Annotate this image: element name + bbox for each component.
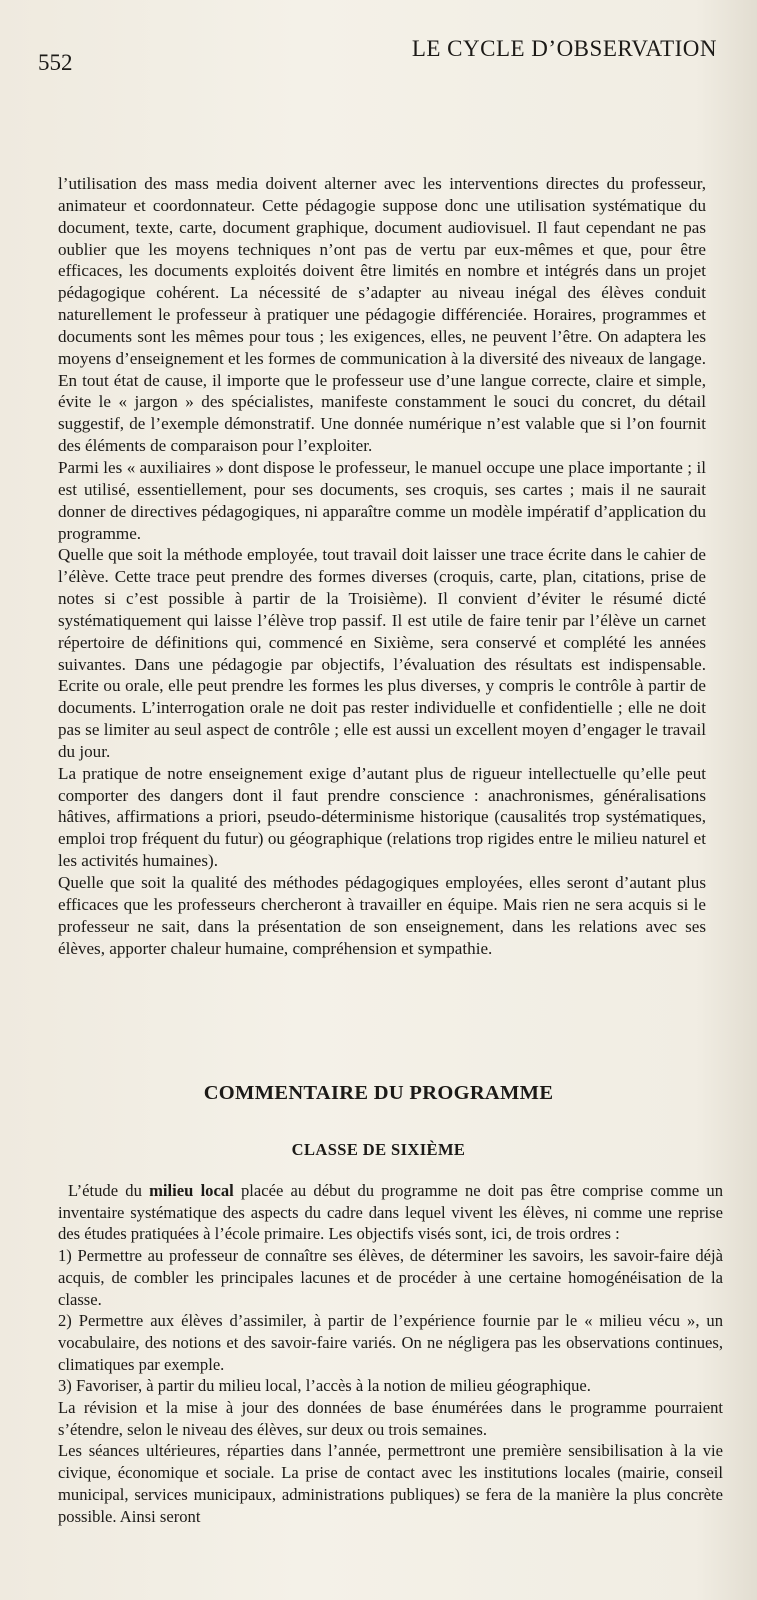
intro-text-before: L’étude du bbox=[68, 1181, 142, 1200]
page-number: 552 bbox=[38, 50, 73, 75]
subsection-heading: CLASSE DE SIXIÈME bbox=[291, 1140, 466, 1159]
paragraph-later-sessions: Les séances ultérieures, réparties dans l’année, permettront une première sensibilisation à la vie civique, économique et sociale. La prise de contact avec les institutions locales (mairie, conseil municipal, services municipaux, administrations publiques) se fera de la manière la plus concrète possible. Ainsi seront bbox=[58, 1441, 723, 1526]
commentary-text bbox=[58, 1180, 723, 1527]
body-text bbox=[58, 173, 706, 959]
paragraph-teamwork: Quelle que soit la qualité des méthodes pédagogiques employées, elles seront d’autant plus efficaces que les professeurs chercheront à travailler en équipe. Mais rien ne sera acquis si le professeur ne sait, dans la présentation de son enseignement, dans les relations avec ses élèves, apporter chaleur humaine, compréhension et sympathie. bbox=[58, 873, 706, 958]
paragraph-intellectual-rigor: La pratique de notre enseignement exige d’autant plus de rigueur intellectuelle qu’elle peut comporter des dangers dont il faut prendre conscience : anachronismes, généralisations hâtives, affirmations a priori, pseudo-déterminisme historique (causalités trop systématiques, emploi trop fréquent du futur) ou géographique (relations trop rigides entre le milieu naturel et les activités humaines). bbox=[58, 763, 706, 871]
paragraph-auxiliaries: Parmi les « auxiliaires » dont dispose le professeur, le manuel occupe une place importante ; il est utilisé, essentiellement, pour ses documents, ses croquis, ses cartes ; mais il ne saurait donner de directives pédagogiques, ni apparaître comme un modèle impératif d’application du programme. bbox=[58, 457, 706, 543]
objective-item-1: 1) Permettre au professeur de connaître ses élèves, de déterminer les savoirs, les savoir-faire déjà acquis, de combler les principales lacunes et de procéder à une certaine homogénéisation de la classe. bbox=[58, 1246, 723, 1309]
objective-item-2: 2) Permettre aux élèves d’assimiler, à partir de l’expérience fournie par le « milieu vécu », un vocabulaire, des notions et des savoir-faire variés. On ne négligera pas les observations continues, climatiques par exemple. bbox=[58, 1311, 723, 1374]
objective-item-3: 3) Favoriser, à partir du milieu local, l’accès à la notion de milieu géographique. bbox=[58, 1376, 591, 1396]
running-head: LE CYCLE D’OBSERVATION bbox=[411, 36, 717, 61]
paragraph-local-environment bbox=[58, 1180, 723, 1245]
keyword-milieu-local: milieu local bbox=[149, 1181, 234, 1200]
paragraph-media-pedagogy: l’utilisation des mass media doivent alterner avec les interventions directes du professeur, animateur et coordonnateur. Cette pédagogie suppose donc une utilisation systématique du document, texte, carte, document graphique, document audiovisuel. Il faut cependant ne pas oublier que les moyens techniques n’ont pas de vertu par eux-mêmes et que, pour être efficaces, les documents exploités doivent être limités en nombre et intégrés dans un projet pédagogique cohérent. La nécessité de s’adapter au niveau inégal des élèves conduit naturellement le professeur à pratiquer une pédagogie différenciée. Horaires, programmes et documents sont les mêmes pour tous ; les exigences, elles, ne peuvent l’être. On adaptera les moyens d’enseignement et les formes de communication à la diversité des niveaux de langage. En tout état de cause, il importe que le professeur use d’une langue correcte, claire et simple, évite le « jargon » des spécialistes, manifeste constamment le souci du concret, du détail suggestif, de l’exemple démonstratif. Une donnée numérique n’est valable que si l’on fournit des éléments de comparaison pour l’exploiter. bbox=[58, 174, 706, 456]
intro-text-after: placée au début du programme ne doit pas être comprise comme un inventaire systématique des aspects du cadre dans lequel vivent les élèves, ni comme une reprise des études pratiquées à l’école primaire. Les objectifs visés sont, ici, de trois ordres : bbox=[58, 1181, 723, 1244]
paragraph-revision: La révision et la mise à jour des données de base énumérées dans le programme pourraient s’étendre, selon le niveau des élèves, sur deux ou trois semaines. bbox=[58, 1398, 723, 1439]
paragraph-written-trace: Quelle que soit la méthode employée, tout travail doit laisser une trace écrite dans le cahier de l’élève. Cette trace peut prendre des formes diverses (croquis, carte, plan, citations, prise de notes si c’est possible à partir de la Troisième). Il convient d’éviter le résumé dicté systématiquement qui laisse l’élève trop passif. Il est utile de faire tenir par l’élève un carnet répertoire de définitions qui, commencé en Sixième, sera conservé et complété les années suivantes. Dans une pédagogie par objectifs, l’évaluation des résultats est indispensable. Ecrite ou orale, elle peut prendre les formes les plus diverses, y compris le contrôle à partir de documents. L’interrogation orale ne doit pas rester individuelle et confidentielle ; elle ne doit pas se limiter au seul aspect de contrôle ; elle est aussi un excellent moyen d’engager le travail du jour. bbox=[58, 545, 706, 761]
section-heading: COMMENTAIRE DU PROGRAMME bbox=[203, 1082, 554, 1104]
